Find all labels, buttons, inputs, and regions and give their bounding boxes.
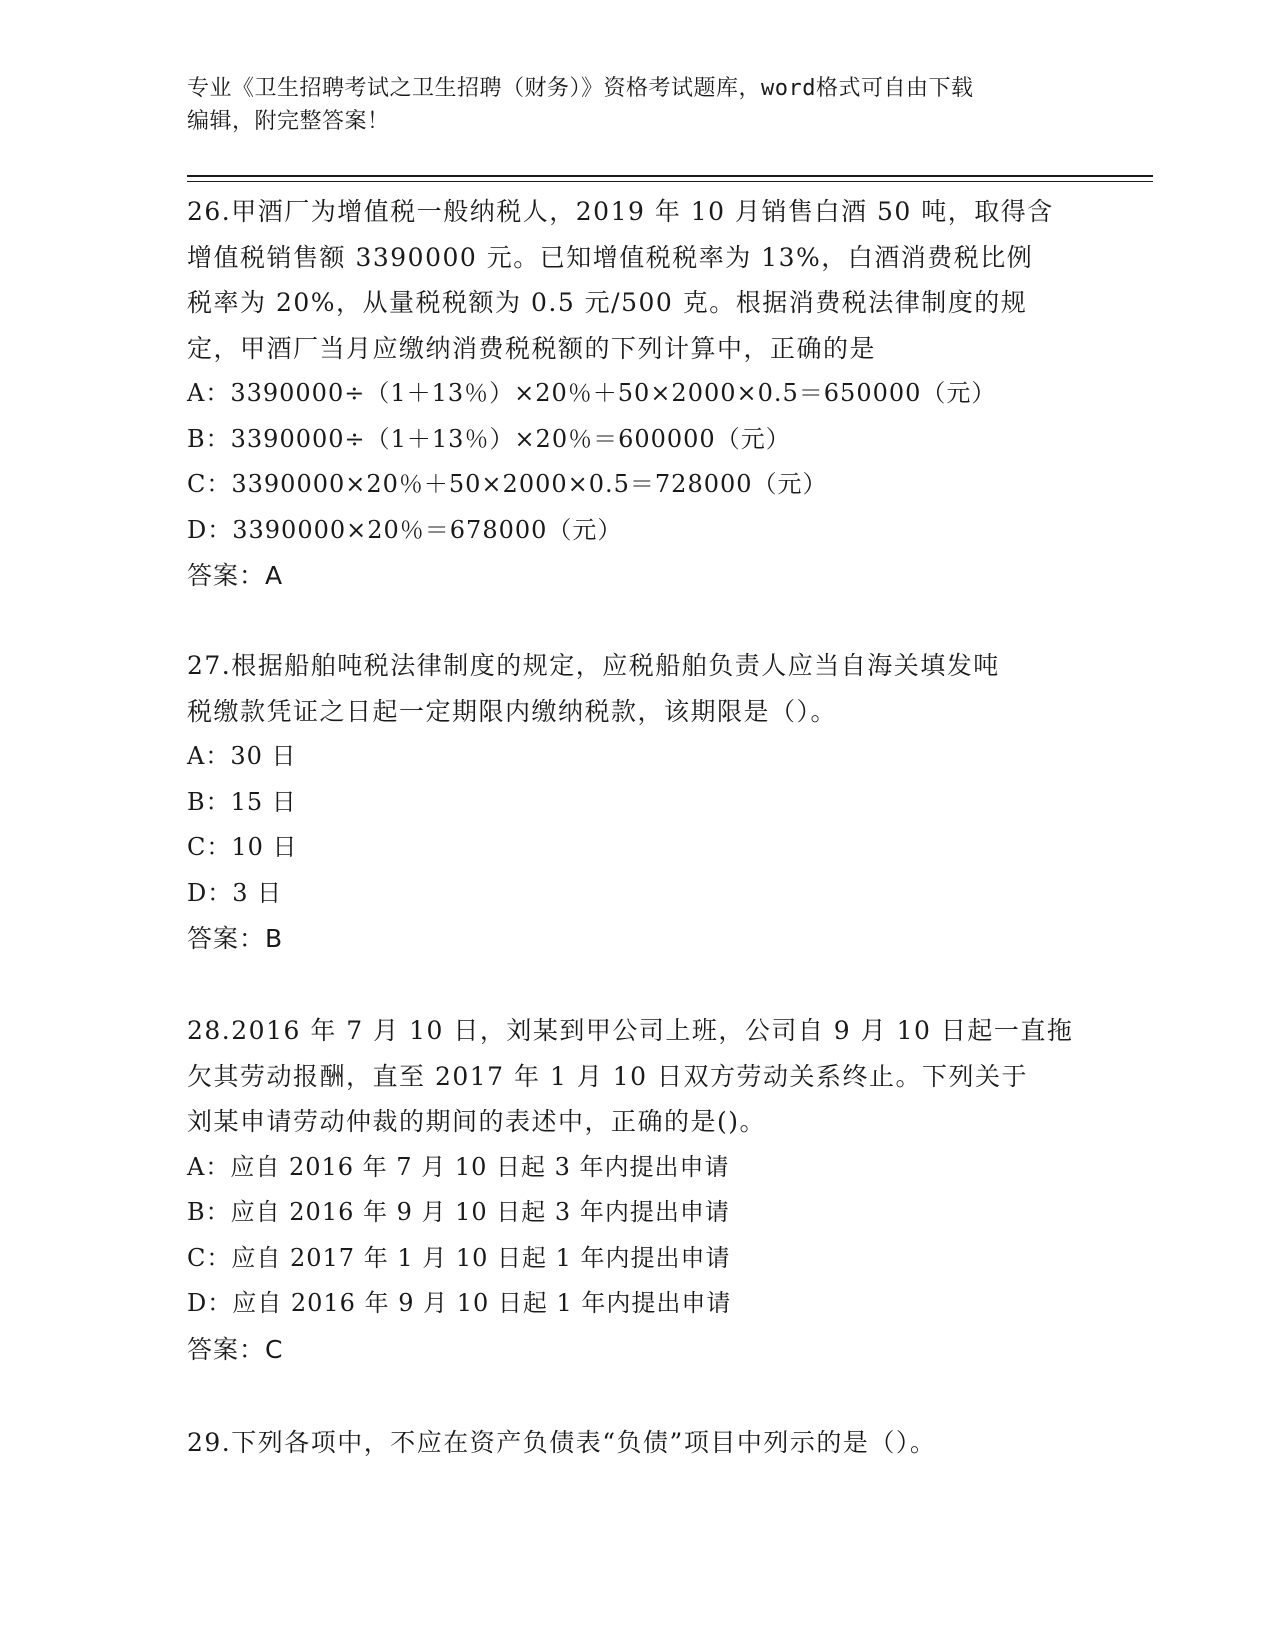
option-b: B：15 日 [187, 787, 297, 816]
option-c: C：3390000×20％＋50×2000×0.5＝728000（元） [187, 470, 828, 498]
option-d: D：应自 2016 年 9 月 10 日起 1 年内提出申请 [187, 1289, 732, 1317]
header-divider-thick [187, 175, 1153, 177]
option-a: A：30 日 [187, 742, 297, 770]
option-b: B：应自 2016 年 9 月 10 日起 3 年内提出申请 [187, 1198, 730, 1226]
question-stem-line: 28.2016 年 7 月 10 日，刘某到甲公司上班，公司自 9 月 10 日起一直拖 [187, 1016, 1074, 1045]
header-line-1: 专业《卫生招聘考试之卫生招聘（财务）》资格考试题库，word格式可自由下载 [187, 76, 974, 101]
option-d: D：3390000×20％＝678000（元） [187, 515, 623, 544]
option-d: D：3 日 [187, 878, 283, 907]
question-stem-line: 29.下列各项中，不应在资产负债表“负债”项目中列示的是（）。 [187, 1428, 937, 1457]
option-c: C：应自 2017 年 1 月 10 日起 1 年内提出申请 [187, 1243, 731, 1272]
question-27 [187, 643, 1087, 962]
option-a: A：3390000÷（1＋13％）×20％＋50×2000×0.5＝650000（元） [187, 379, 997, 407]
question-stem-line: 刘某申请劳动仲裁的期间的表述中，正确的是()。 [187, 1107, 767, 1136]
question-26 [187, 189, 1087, 599]
question-stem-line: 税缴款凭证之日起一定期限内缴纳税款，该期限是（）。 [187, 696, 838, 726]
question-29 [187, 1420, 1087, 1466]
option-a: A：应自 2016 年 7 月 10 日起 3 年内提出申请 [187, 1152, 730, 1181]
answer-line: 答案：A [187, 561, 284, 590]
question-stem-line: 税率为 20%，从量税税额为 0.5 元/500 克。根据消费税法律制度的规 [187, 288, 1028, 317]
question-stem-line: 26.甲酒厂为增值税一般纳税人，2019 年 10 月销售白酒 50 吨，取得含 [187, 197, 1054, 226]
question-stem-line: 定，甲酒厂当月应缴纳消费税税额的下列计算中，正确的是 [187, 333, 877, 363]
question-stem-line: 欠其劳动报酬，直至 2017 年 1 月 10 日双方劳动关系终止。下列关于 [187, 1061, 1029, 1091]
document-header [187, 72, 1087, 138]
question-28 [187, 1008, 1087, 1372]
header-line-2: 编辑，附完整答案！ [187, 109, 390, 134]
question-stem-line: 27.根据船舶吨税法律制度的规定，应税船舶负责人应当自海关填发吨 [187, 651, 1000, 680]
question-stem-line: 增值税销售额 3390000 元。已知增值税税率为 13%，白酒消费税比例 [187, 242, 1034, 272]
header-divider-thin [187, 181, 1153, 182]
answer-line: 答案：B [187, 924, 284, 953]
option-b: B：3390000÷（1＋13％）×20％＝600000（元） [187, 424, 791, 453]
option-c: C：10 日 [187, 833, 298, 861]
answer-line: 答案：C [187, 1334, 284, 1364]
